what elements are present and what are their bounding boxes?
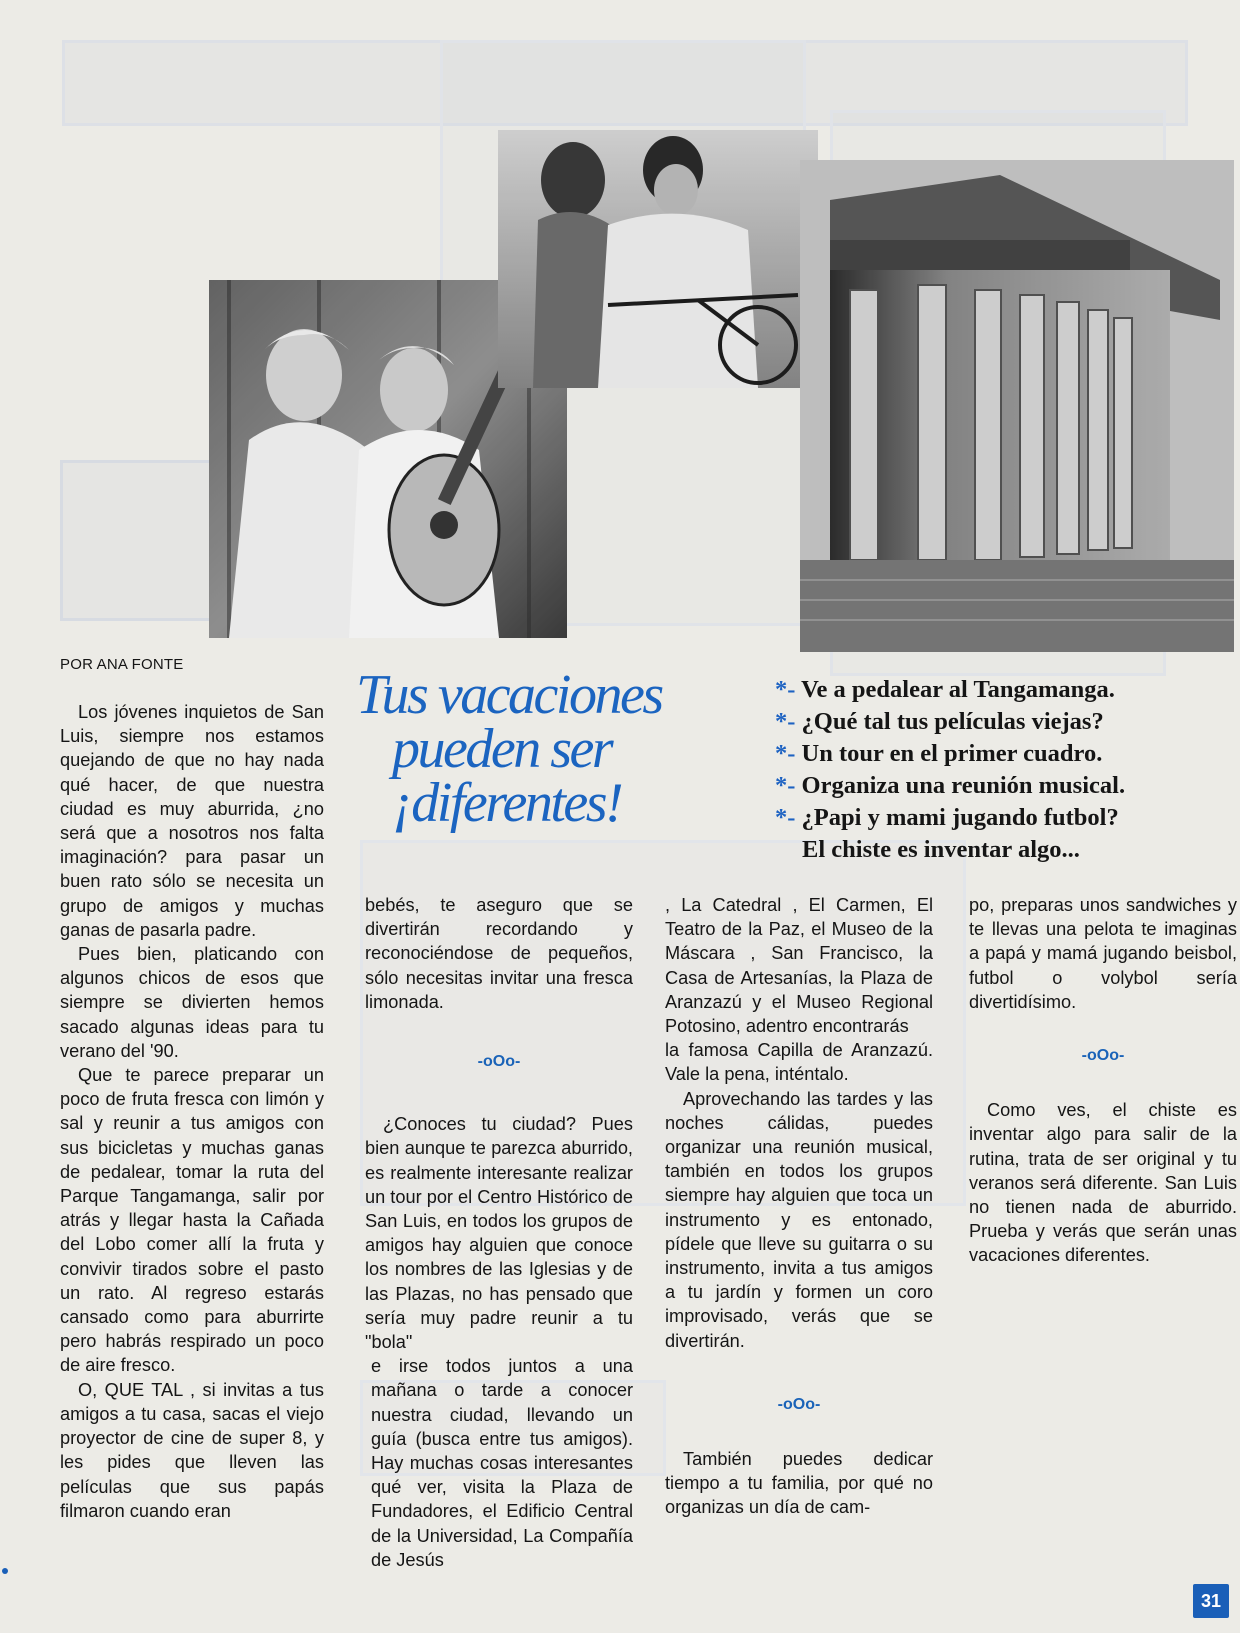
headline-line-2: pueden ser — [392, 718, 612, 780]
paragraph: Que te parece preparar un poco de fruta fresca con limón y sal y reunir a tus amigos con sus bicicletas y muchas ganas de pedalear, tomar la ruta del Parque Tangamanga, salir por atrás y llegar hasta la Cañada del Lobo comer allí la fruta y convivir tirados sobre el pasto un rato. Al regreso estarás cansado como para aburrirte pero habrás respirado un poco de aire fresco. — [60, 1065, 324, 1376]
paragraph: También puedes dedicar tiempo a tu familia, por qué no organizas un día de cam- — [665, 1449, 933, 1518]
tips-closing: El chiste es inventar algo... — [802, 836, 1080, 863]
byline: POR ANA FONTE — [60, 656, 184, 673]
photo-bicycle-friends — [498, 130, 818, 388]
headline-line-1: Tus vacaciones — [356, 664, 662, 726]
tip-item: *- Ve a pedalear al Tangamanga. — [775, 676, 1115, 703]
headline-line-3: ¡diferentes! — [392, 772, 622, 834]
article-column-4 — [969, 893, 1237, 1268]
tip-item: *- ¿Papi y mami jugando futbol? — [775, 804, 1119, 831]
page-number: 31 — [1193, 1584, 1229, 1618]
paragraph: la famosa Capilla de Aranzazú. Vale la pena, inténtalo. — [665, 1040, 933, 1085]
tip-item: *- Un tour en el primer cuadro. — [775, 740, 1103, 767]
bullet-marker: *- — [775, 740, 796, 767]
tip-item: *- ¿Qué tal tus películas viejas? — [775, 708, 1104, 735]
article-column-1 — [60, 700, 324, 1523]
section-separator: -oOo- — [477, 1053, 521, 1071]
paragraph: Los jóvenes inquietos de San Luis, siempre nos estamos quejando de que no hay nada qué hacer, de que nuestra ciudad es muy aburrida, ¿no será que a nosotros nos falta imaginación? para pasar un buen rato sólo se necesita un grupo de amigos y muchas ganas de pasarla padre. — [60, 702, 324, 940]
article-column-3 — [665, 893, 933, 1520]
tips-list — [775, 674, 1230, 866]
bullet-marker: *- — [775, 708, 796, 735]
paragraph: O, QUE TAL , si invitas a tus amigos a tu casa, sacas el viejo proyector de cine de super 8, y les pides que lleven las películas que sus papás filmaron cuando eran — [60, 1379, 324, 1521]
bullet-marker: *- — [775, 676, 796, 703]
section-separator: -oOo- — [777, 1395, 821, 1413]
paragraph: Como ves, el chiste es inventar algo para salir de la rutina, trata de ser original y tu veranos será diferente. San Luis no tienen nada de aburrido. Prueba y verás que serán unas vacaciones diferentes. — [969, 1100, 1237, 1266]
section-separator: -oOo- — [1081, 1047, 1125, 1065]
bullet-marker: *- — [775, 804, 796, 831]
paragraph: ¿Conoces tu ciudad? Pues bien aunque te parezca aburrido, es realmente interesante realizar un tour por el Centro Histórico de San Luis, en todos los grupos de amigos hay alguien que conoce los nombres de las Iglesias y de las Plazas, no has pensado que sería muy padre reunir a tu "bola" — [365, 1114, 633, 1353]
photo-teatro-columns — [800, 160, 1234, 652]
paragraph: Aprovechando las tardes y las noches cálidas, puedes organizar una reunión musical, también en todos los grupos siempre hay alguien que toca un instrumento y es entonado, pídele que lleve su guitarra o su instrumento, invita a tus amigos a tu jardín y formen un coro improvisado, verás que se divertirán. — [665, 1088, 933, 1351]
tip-item: *- Organiza una reunión musical. — [775, 772, 1126, 799]
paragraph: e irse todos juntos a una mañana o tarde a conocer nuestra ciudad, llevando un guía (busca entre tus amigos). Hay muchas cosas interesantes qué ver, visita la Plaza de Fundadores, el Edificio Central de la Universidad, La Compañía de Jesús — [371, 1356, 633, 1570]
paragraph: po, preparas unos sandwiches y te llevas una pelota te imaginas a papá y mamá jugando beisbol, futbol o volybol sería divertidísimo. — [969, 895, 1237, 1012]
paragraph: bebés, te aseguro que se divertirán recordando y reconociéndose de pequeños, sólo necesitas invitar una fresca limonada. — [365, 895, 633, 1012]
margin-dot — [2, 1568, 8, 1574]
paragraph: , La Catedral , El Carmen, El Teatro de la Paz, el Museo de la Máscara , San Francisco, la Casa de Artesanías, la Plaza de Aranzazú y el Museo Regional Potosino, adentro encontrarás — [665, 895, 933, 1037]
headline — [352, 664, 712, 834]
article-column-2 — [365, 893, 633, 1572]
bullet-marker: *- — [775, 772, 796, 799]
paragraph: Pues bien, platicando con algunos chicos de esos que siempre se divierten hemos sacado algunas ideas para tu verano del '90. — [60, 944, 324, 1061]
ghost-heading — [105, 62, 117, 115]
